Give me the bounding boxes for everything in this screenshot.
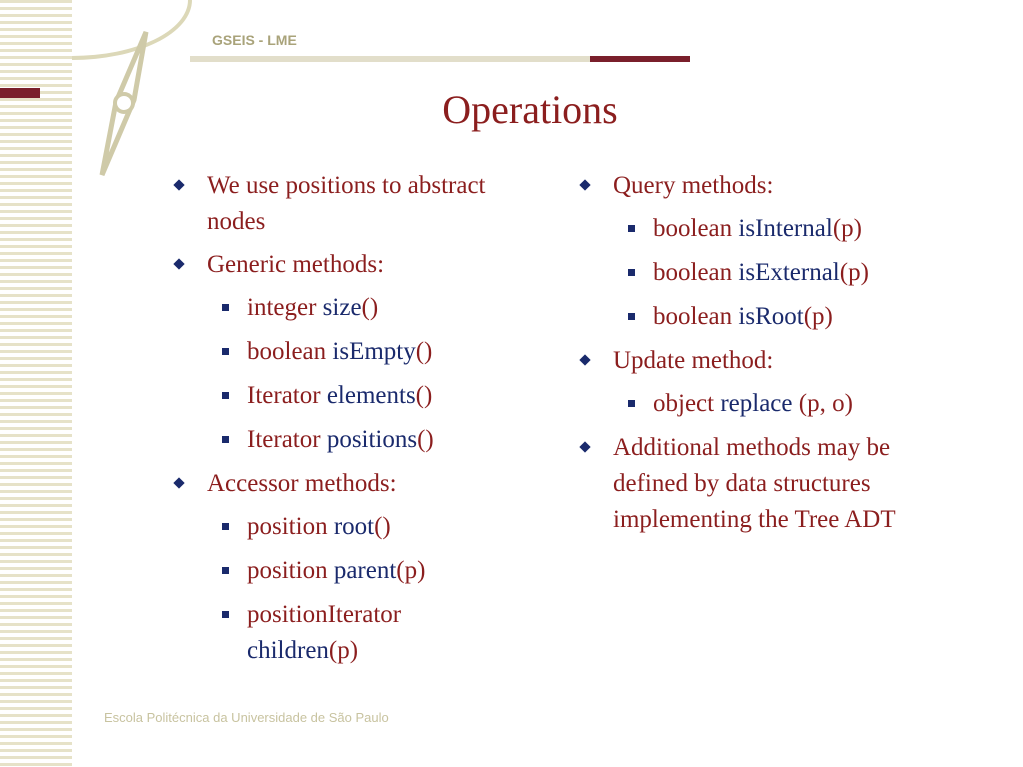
- diamond-bullet-icon: [579, 354, 590, 365]
- method-type: boolean: [653, 259, 733, 286]
- square-bullet-icon: [628, 313, 635, 320]
- square-bullet-icon: [222, 611, 229, 618]
- method-type: boolean: [247, 338, 327, 365]
- square-bullet-icon: [222, 436, 229, 443]
- square-bullet-icon: [222, 567, 229, 574]
- method-name: isEmpty: [332, 338, 416, 365]
- method-item: [172, 334, 502, 370]
- left-column: [172, 168, 502, 677]
- method-name: elements: [326, 382, 416, 409]
- square-bullet-icon: [222, 523, 229, 530]
- method-item: [578, 255, 938, 291]
- bullet-query-methods: [578, 168, 938, 204]
- method-item: [172, 509, 502, 545]
- method-name: isRoot: [738, 303, 804, 330]
- method-type: integer: [247, 294, 317, 321]
- bullet-text: Accessor methods:: [207, 470, 397, 497]
- bullet-text: Generic methods:: [207, 251, 385, 278]
- square-bullet-icon: [628, 225, 635, 232]
- method-name: parent: [333, 557, 397, 584]
- method-args: (p): [832, 215, 862, 242]
- method-type: Iterator: [247, 382, 321, 409]
- method-name: isInternal: [738, 215, 833, 242]
- method-name: isExternal: [738, 259, 840, 286]
- square-bullet-icon: [222, 348, 229, 355]
- method-type: boolean: [653, 303, 733, 330]
- slide-title: Operations: [442, 87, 618, 132]
- red-bar-decoration: [0, 88, 40, 98]
- method-item: [172, 597, 502, 669]
- method-item: [172, 553, 502, 589]
- footer: Escola Politécnica da Universidade de São Paulo: [104, 710, 389, 725]
- bullet-text: Update method:: [613, 347, 774, 374]
- method-args: (): [361, 294, 379, 321]
- method-args: (p): [839, 259, 869, 286]
- method-item: [172, 290, 502, 326]
- method-args: (): [374, 513, 391, 540]
- bullet-update-method: [578, 343, 938, 379]
- method-args: (p): [803, 303, 833, 330]
- bullet-generic-methods: [172, 247, 502, 283]
- bullet-positions: [172, 168, 502, 240]
- method-name: positions: [326, 426, 418, 453]
- diamond-bullet-icon: [579, 441, 590, 452]
- method-args: (p): [396, 557, 426, 584]
- diamond-bullet-icon: [173, 477, 184, 488]
- right-column: [578, 168, 938, 545]
- method-args: (p): [328, 637, 359, 664]
- method-name: size: [322, 294, 362, 321]
- method-type: position: [247, 557, 328, 584]
- method-type: position: [247, 513, 328, 540]
- method-name: replace: [720, 390, 793, 417]
- square-bullet-icon: [628, 400, 635, 407]
- method-type: boolean: [653, 215, 733, 242]
- method-item: [172, 378, 502, 414]
- method-item: [578, 299, 938, 335]
- compass-icon: [88, 30, 158, 180]
- bullet-text: Additional methods may be defined by data structures implementing the Tree ADT: [613, 434, 896, 533]
- method-item: [578, 386, 938, 422]
- header-tag: GSEIS - LME: [212, 32, 297, 48]
- method-args: (p, o): [792, 390, 853, 417]
- method-item: [578, 211, 938, 247]
- method-type: positionIterator: [247, 601, 402, 628]
- square-bullet-icon: [222, 304, 229, 311]
- method-args: (): [417, 426, 434, 453]
- method-type: Iterator: [247, 426, 321, 453]
- bullet-text: Query methods:: [613, 172, 774, 199]
- method-args: (): [415, 382, 433, 409]
- method-name: children: [247, 637, 329, 664]
- method-type: object: [653, 390, 715, 417]
- diamond-bullet-icon: [579, 179, 590, 190]
- bullet-additional-methods: [578, 430, 938, 538]
- bullet-text: We use positions to abstract nodes: [207, 172, 486, 235]
- square-bullet-icon: [628, 269, 635, 276]
- diamond-bullet-icon: [173, 179, 184, 190]
- method-name: root: [333, 513, 375, 540]
- square-bullet-icon: [222, 392, 229, 399]
- left-stripe-decoration: [0, 0, 72, 767]
- diamond-bullet-icon: [173, 258, 184, 269]
- method-args: (): [415, 338, 433, 365]
- bullet-accessor-methods: [172, 466, 502, 502]
- top-rule-accent: [590, 56, 690, 62]
- method-item: [172, 422, 502, 458]
